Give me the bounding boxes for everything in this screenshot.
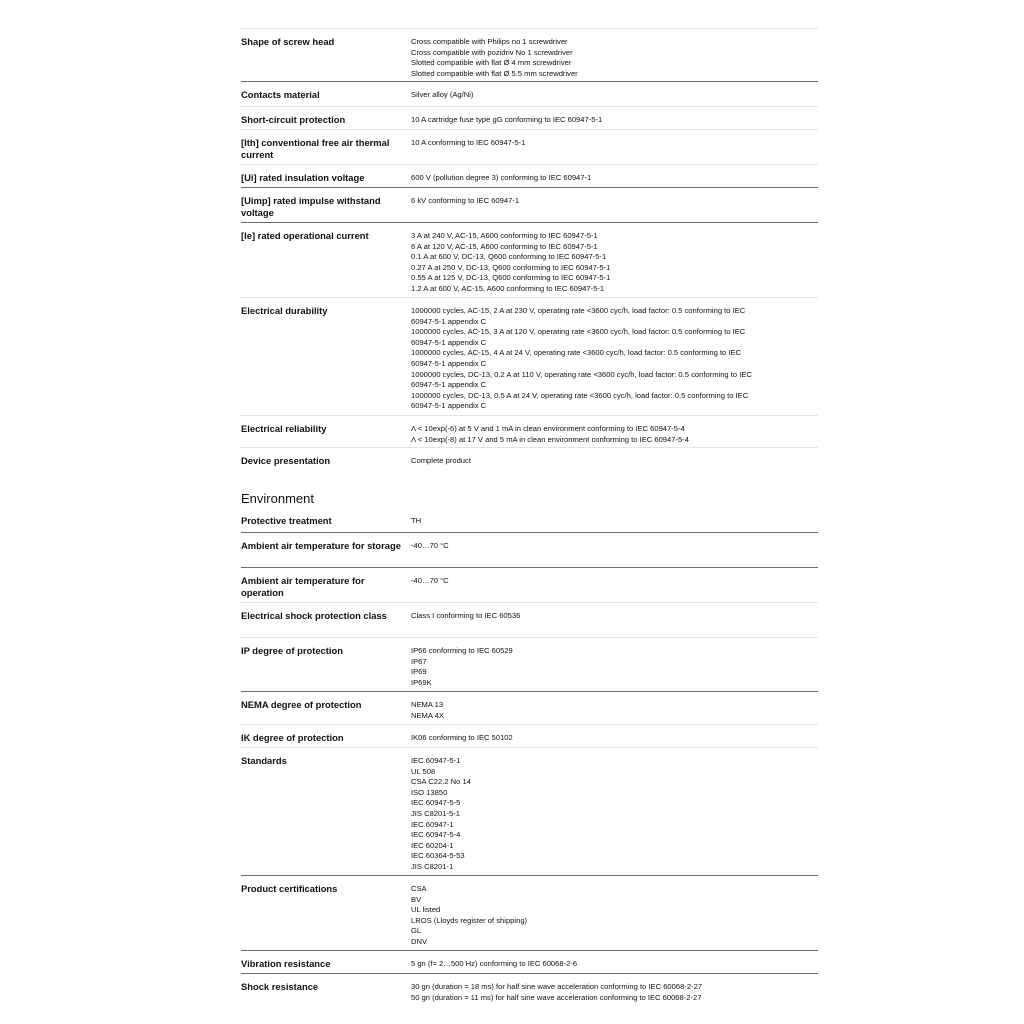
spec-value-line: 6 A at 120 V, AC-15, A600 conforming to IEC 60947-5-1 <box>411 241 598 251</box>
spec-value-line: DNV <box>411 936 428 946</box>
spec-value-line: UL listed <box>411 905 441 915</box>
spec-row-device-presentation <box>241 447 818 467</box>
spec-value-line: 1000000 cycles, AC-15, 4 A at 24 V, operating rate <3600 cyc/h, load factor: 0.5 conforming to IEC <box>411 348 742 358</box>
spec-row-uimp-rated-impulse-withstand-voltage <box>241 187 818 219</box>
spec-value <box>410 533 818 552</box>
spec-value-line: 10 A cartridge fuse type gG conforming to IEC 60947-5-1 <box>411 115 603 124</box>
spec-value-line: -40…70 °C <box>411 541 449 550</box>
spec-value-line: 50 gn (duration = 11 ms) for half sine wave acceleration conforming to IEC 60068-2-27 <box>411 992 702 1002</box>
spec-value-line: IK06 conforming to IEC 50102 <box>411 733 513 742</box>
spec-value-line: 1000000 cycles, DC-13, 0.2 A at 110 V, operating rate <3600 cyc/h, load factor: 0.5 conforming to IEC <box>411 369 752 379</box>
spec-row-electrical-shock-protection-class <box>241 602 818 622</box>
spec-value-line: 5 gn (f= 2…500 Hz) conforming to IEC 60068-2-6 <box>411 959 578 968</box>
spec-value-line: IP69K <box>411 677 432 687</box>
spec-value-line: IEC 60947-1 <box>411 819 454 829</box>
spec-row-shock-resistance <box>241 973 818 1003</box>
spec-value-line: IEC 60947-5-5 <box>411 798 461 808</box>
spec-value-line: GL <box>411 926 422 936</box>
spec-value-line: Silver alloy (Ag/Ni) <box>411 90 474 99</box>
spec-value-line: 60947-5-1 appendix C <box>411 401 487 411</box>
spec-value <box>410 130 818 161</box>
spec-value-line: 1000000 cycles, DC-13, 0.5 A at 24 V, operating rate <3600 cyc/h, load factor: 0.5 conforming to IEC <box>411 390 749 400</box>
spec-label: Electrical reliability <box>241 423 327 434</box>
spec-value-line: BV <box>411 894 422 904</box>
spec-row-ui-rated-insulation-voltage <box>241 164 818 184</box>
spec-value-line: IEC 60947-5-1 <box>411 756 461 765</box>
spec-value-line: 0.1 A at 600 V, DC-13, Q600 conforming to IEC 60947-5-1 <box>411 252 607 262</box>
spec-value <box>410 107 818 126</box>
spec-value-line: Slotted compatible with flat Ø 4 mm screwdriver <box>411 58 572 68</box>
spec-value <box>410 638 818 688</box>
spec-value-line: NEMA 13 <box>411 700 444 709</box>
spec-label: Ambient air temperature for operation <box>241 575 365 598</box>
spec-value-line: 60947-5-1 appendix C <box>411 380 487 390</box>
spec-value <box>410 223 818 295</box>
spec-value-line: JIS C8201-1 <box>411 861 454 871</box>
spec-value-line: JIS C8201-5-1 <box>411 808 460 818</box>
spec-value-line: 1000000 cycles, AC-15, 3 A at 120 V, operating rate <3600 cyc/h, load factor: 0.5 conforming to IEC <box>411 327 746 337</box>
spec-row-protective-treatment <box>241 508 818 527</box>
spec-row-ambient-air-temperature-for-storage <box>241 532 818 552</box>
spec-row-short-circuit-protection <box>241 106 818 126</box>
spec-value-line: CSA C22.2 No 14 <box>411 777 471 787</box>
spec-label: IK degree of protection <box>241 732 344 743</box>
spec-row-vibration-resistance <box>241 950 818 970</box>
spec-value-line: 10 A conforming to IEC 60947-5-1 <box>411 138 526 147</box>
spec-value-line: 6 kV conforming to IEC 60947-1 <box>411 196 520 205</box>
spec-value-line: -40…70 °C <box>411 576 449 585</box>
spec-row-ambient-air-temperature-for-operation <box>241 567 818 599</box>
spec-label: Contacts material <box>241 89 320 100</box>
spec-value-line: Cross compatible with Philips no 1 screwdriver <box>411 37 568 46</box>
spec-label: Device presentation <box>241 455 331 466</box>
spec-row-contacts-material <box>241 81 818 101</box>
spec-label: Shape of screw head <box>241 36 335 47</box>
spec-row-standards <box>241 747 818 873</box>
spec-label: Shock resistance <box>241 981 319 992</box>
spec-row-product-certifications <box>241 875 818 948</box>
spec-value <box>410 416 818 445</box>
spec-row-ik-degree-of-protection <box>241 724 818 744</box>
spec-value-line: Class I conforming to IEC 60536 <box>411 611 521 620</box>
spec-value-line: Λ < 10exp(-8) at 17 V and 5 mA in clean environment conforming to IEC 60947-5-4 <box>411 434 689 444</box>
spec-value <box>410 298 818 412</box>
spec-value-line: IEC 60364-5-53 <box>411 851 465 861</box>
spec-value-line: 0.27 A at 250 V, DC-13, Q600 conforming to IEC 60947-5-1 <box>411 262 611 272</box>
spec-value-line: 600 V (pollution degree 3) conforming to IEC 60947-1 <box>411 173 592 182</box>
spec-value <box>410 692 818 721</box>
spec-label: [Ui] rated insulation voltage <box>241 172 365 183</box>
spec-value-line: 30 gn (duration = 18 ms) for half sine wave acceleration conforming to IEC 60068-2-27 <box>411 982 703 991</box>
spec-value <box>410 748 818 873</box>
spec-value <box>410 82 818 101</box>
spec-value-line: UL 508 <box>411 766 436 776</box>
spec-value-line: IEC 60204-1 <box>411 840 454 850</box>
spec-value <box>410 448 818 467</box>
spec-label: [Uimp] rated impulse withstand voltage <box>241 195 381 218</box>
spec-value-line: 1.2 A at 600 V, AC-15, A600 conforming to IEC 60947-5-1 <box>411 283 605 293</box>
spec-value <box>410 568 818 599</box>
spec-value <box>410 165 818 184</box>
spec-value-line: 1000000 cycles, AC-15, 2 A at 230 V, operating rate <3600 cyc/h, load factor: 0.5 conforming to IEC <box>411 306 746 315</box>
spec-label: [Ie] rated operational current <box>241 230 369 241</box>
spec-value-line: IEC 60947-5-4 <box>411 830 461 840</box>
spec-row-electrical-reliability <box>241 415 818 445</box>
spec-value-line: Complete product <box>411 456 471 465</box>
spec-row-shape-of-screw-head <box>241 28 818 79</box>
spec-value-line: 60947-5-1 appendix C <box>411 337 487 347</box>
spec-row-ip-degree-of-protection <box>241 637 818 688</box>
spec-value-line: LROS (Lloyds register of shipping) <box>411 915 528 925</box>
spec-row-ith-conventional-free-air-thermal-current <box>241 129 818 161</box>
spec-value-line: NEMA 4X <box>411 710 444 720</box>
spec-label: Short-circuit protection <box>241 114 346 125</box>
spec-value-line: IP67 <box>411 656 427 666</box>
spec-label: Electrical durability <box>241 305 328 316</box>
spec-value <box>410 508 818 527</box>
spec-value <box>410 876 818 948</box>
spec-value-line: 60947-5-1 appendix C <box>411 358 487 368</box>
spec-value-line: 0.55 A at 125 V, DC-13, Q600 conforming to IEC 60947-5-1 <box>411 273 611 283</box>
spec-value <box>410 188 818 219</box>
spec-value <box>410 603 818 622</box>
environment-heading: Environment <box>241 491 314 506</box>
spec-value-line: CSA <box>411 884 427 893</box>
spec-row-nema-degree-of-protection <box>241 691 818 721</box>
spec-label: Protective treatment <box>241 515 332 526</box>
spec-value-line: 3 A at 240 V, AC-15, A600 conforming to IEC 60947-5-1 <box>411 231 598 240</box>
spec-value-line: Cross compatible with pozidriv No 1 screwdriver <box>411 47 573 57</box>
spec-value-line: ISO 13850 <box>411 787 448 797</box>
spec-label: Product certifications <box>241 883 338 894</box>
spec-label: NEMA degree of protection <box>241 699 362 710</box>
spec-value-line: IP66 conforming to IEC 60529 <box>411 646 513 655</box>
spec-label: Ambient air temperature for storage <box>241 540 401 551</box>
spec-label: Vibration resistance <box>241 958 331 969</box>
spec-value <box>410 974 818 1003</box>
spec-row-ie-rated-operational-current <box>241 222 818 295</box>
spec-value-line: Slotted compatible with flat Ø 5.5 mm screwdriver <box>411 68 578 78</box>
spec-label: IP degree of protection <box>241 645 343 656</box>
spec-value-line: Λ < 10exp(-6) at 5 V and 1 mA in clean environment conforming to IEC 60947-5-4 <box>411 424 685 433</box>
spec-value <box>410 951 818 970</box>
spec-value-line: TH <box>411 516 422 525</box>
spec-value-line: IP69 <box>411 667 427 677</box>
spec-value-line: 60947-5-1 appendix C <box>411 316 487 326</box>
spec-value <box>410 29 818 79</box>
spec-label: Standards <box>241 755 287 766</box>
spec-value <box>410 725 818 744</box>
spec-row-electrical-durability <box>241 297 818 412</box>
spec-label: [Ith] conventional free air thermal current <box>241 137 390 160</box>
spec-label: Electrical shock protection class <box>241 610 387 621</box>
